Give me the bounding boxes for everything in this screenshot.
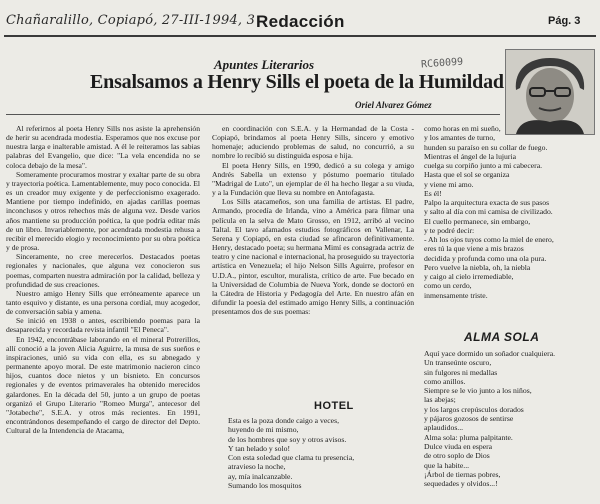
poem-line: decidida y profunda como una ola pura. xyxy=(424,253,547,263)
poem-line: aplaudidos... xyxy=(424,423,464,433)
poem-line: Mientras el ángel de la lujuria xyxy=(424,151,517,161)
poem-line: Siempre se le vio junto a los niños, xyxy=(424,386,532,396)
section-title: Redacción xyxy=(256,12,345,31)
article-column-1 xyxy=(6,124,200,435)
poem-title-alma-sola: ALMA SOLA xyxy=(464,330,540,344)
poem-line: El cuello permanece, sin embargo, xyxy=(424,216,531,226)
page-number: Pág. 3 xyxy=(548,15,581,27)
poem-line: Pero vuelve la niebla, oh, la niebla xyxy=(424,262,531,272)
paragraph: en coordinación con S.E.A. y la Hermandad de la Costa - Copiapó, brindamos al poeta Henry Sills, sincero y emotivo homenaje; aduciendo problemas de salud, no concurrió, a su nombre lo recibió su distinguida esposa e hija. xyxy=(212,124,414,161)
archive-stamp: RC60099 xyxy=(420,56,464,71)
poem-line: y pájaros gozosos de sentirse xyxy=(424,414,514,424)
article-headline: Ensalsamos a Henry Sills el poeta de la Humildad xyxy=(90,71,504,93)
headline-rule xyxy=(6,114,500,115)
paragraph: En 1942, encontrábase laborando en el mineral Potrerillos, allí conoció a la joven Alicia Aguirre, la musa de sus sueños e inspiraciones, unió su vida con ella, es su abnegado y permanente apoyo moral. De este matrimonio nacieron cinco hijos, cuantos doce nietos y un bisnieto. En concursos regionales y de eventos primaverales ha obtenido merecidos galardones. En la década del 50, junto a un grupo de poetas organizó el Grupo Literario "Romeo Murga", antecesor del "Jotabeche", S.E.A. y otros más recientes. En 1991, encontrándonos desempeñando el cargo de director del Depto. Cultural de la Intendencia de Atacama, xyxy=(6,334,200,436)
article-byline: Oriel Alvarez Gómez xyxy=(355,100,432,110)
paragraph: Sinceramente, no cree merecerlos. Destacados poetas regionales y nacionales, que alguna vez conocieron sus poemas, comparten nuestra admiración por la calidad, belleza y profundidad de sus creaciones. xyxy=(6,252,200,289)
poem-line: atravieso la noche, xyxy=(228,462,286,472)
poem-line: Palpo la arquitectura exacta de sus pasos xyxy=(424,198,550,207)
poem-line: Aquí yace dormido un soñador cualquiera. xyxy=(424,349,556,358)
poem-line: como horas en mi sueño, xyxy=(424,124,501,133)
portrait-photo-icon xyxy=(506,50,594,134)
paragraph: El poeta Henry Sills, en 1990, dedicó a su colega y amigo Andrés Sabella un extenso y póstumo poemario titulado "Madrigal de Luto", un ejemplar de él ha hecho llegar a su viuda, y a la Fundación que lleva su nombre en Antofagasta. xyxy=(212,160,414,198)
poem-line: y viene mi amo. xyxy=(424,179,474,189)
poem-line: Alma sola: pluma palpitante. xyxy=(424,432,513,442)
header-rule xyxy=(4,35,596,37)
poem-line: Hasta que el sol se organiza xyxy=(424,170,510,180)
poem-hotel xyxy=(228,416,354,490)
poem-line: Esta es la poza donde caigo a veces, xyxy=(228,416,339,425)
poem-line: inmensamente triste. xyxy=(424,290,488,300)
poem-line: y te podré decir: xyxy=(424,225,475,235)
paragraph: Al referirnos al poeta Henry Sills nos asiste la aprehensión de herir su acendrada modestia. Esperamos que nos excuse por nuestra larga e inalterable amistad. A él le reiteramos las sabias palabras del Evangelio, que dice: "La vela encendida no se coloca debajo de la mesa". xyxy=(6,124,200,170)
poem-line: sin fulgores ni medallas xyxy=(424,367,498,377)
poem-line: ¡Árbol de tiernas pobres, xyxy=(424,469,501,479)
poem-line: Un transeúnte oscuro, xyxy=(424,358,492,368)
poem-line: hunden su paraíso en su collar de fuego. xyxy=(424,142,548,152)
poem-line: como un cerdo, xyxy=(424,281,472,291)
poem-line: que la habite... xyxy=(424,460,470,470)
paragraph: Los Sills atacameños, son una familia de artistas. El padre, Armando, procedía de Irlanda, vino a América para filmar una película en la selva de Mato Grosso, en 1912, arribó al vecino Taltal. El tavo afamados estudios fotográficos en Vallenar, La Serena y Copiapó, en esta ciudad se afincaron definitivamente. Henry, destacado poeta; su hermana Mimí es consagrada actriz de teatro y cine nacional e internacional, ha proseguido su trayectoria artística en Venezuela; el hijo Nelson Sills Aguirre, profesor en U.D.A., pintor, escultor, muralista, crítico de arte. Fue becado en la Universidad de Columbia de Nueva York, donde se doctoró en la Cátedra de Historia y Pedagogía del Arte. En nuestro afán en difundir la poesía del estimado amigo Henry Sills, a continuación presentamos dos de sus poemas: xyxy=(212,197,414,317)
poem-line: y caigo al cielo irremediable, xyxy=(424,272,514,281)
poem-line: sequedades y olvidos...! xyxy=(424,479,498,489)
poem-line: huyendo de mi mismo, xyxy=(228,425,299,435)
handwritten-note: Chañaralillo, Copiapó, 27-III-1994, 3 xyxy=(6,13,256,28)
poem-line: Dulce viuda en espera xyxy=(424,441,493,451)
poem-line: y los amantes de turno, xyxy=(424,133,496,143)
poem-line: ay, mía inalcanzable. xyxy=(228,471,293,481)
paragraph: Nuestro amigo Henry Sills que erróneamente aparece un tanto esquivo y distante, es una persona cordial, muy acogedor, de conversación sabia y amena. xyxy=(6,288,200,317)
poem-line: Y tan helado y solo! xyxy=(228,443,291,453)
poem-line: Es él! xyxy=(424,188,442,198)
poem-line: de los hombres que soy y otros avisos. xyxy=(228,434,347,444)
poem-line: y los largos crepúsculos dorados xyxy=(424,404,524,414)
poem-line: - Ah los ojos tuyos como la miel de enero, xyxy=(424,235,554,244)
paragraph: Someramente procuramos mostrar y exaltar parte de su obra y trayectoria poética. Lamentablemente, muy poco conocida. El es un creador muy exigente y de perfeccionismo exagerado. Mantiene por tiempo indefinido, en ajadas carillas poemas inconclusos y otros rehechos más de alguna vez. Desde varios años mantiene su producción poética, la que podría editar más de un libro. Invariablemente, por acendrada modestia rehusa a recibir el merecido elogio y reconocimiento por su obra poética y de prosa. xyxy=(6,169,200,253)
poem-continuation xyxy=(424,124,554,300)
article-column-2 xyxy=(212,124,414,316)
poem-title-hotel: HOTEL xyxy=(314,400,354,412)
poem-line: las abejas; xyxy=(424,395,456,405)
poem-line: Con esta soledad que clama tu presencia, xyxy=(228,453,355,463)
article-kicker: Apuntes Literarios xyxy=(214,57,315,72)
poem-line: de otro soplo de Dios xyxy=(424,451,490,461)
poem-line: eres tú la que viene a mis brazos xyxy=(424,244,524,254)
poem-line: como anillos. xyxy=(424,376,466,386)
paragraph: Se inició en 1938 o antes, escribiendo poemas para la desaparecida y recordada revista infantil "El Peneca". xyxy=(6,316,200,335)
portrait-photo xyxy=(505,49,595,135)
poem-line: Sumando los mosquitos xyxy=(228,481,302,491)
poem-alma-sola xyxy=(424,349,555,488)
poem-line: cuelga su corpiño junto a mi cabecera. xyxy=(424,161,543,170)
poem-line: y salto al día con mi camisa de civilizado. xyxy=(424,207,553,217)
